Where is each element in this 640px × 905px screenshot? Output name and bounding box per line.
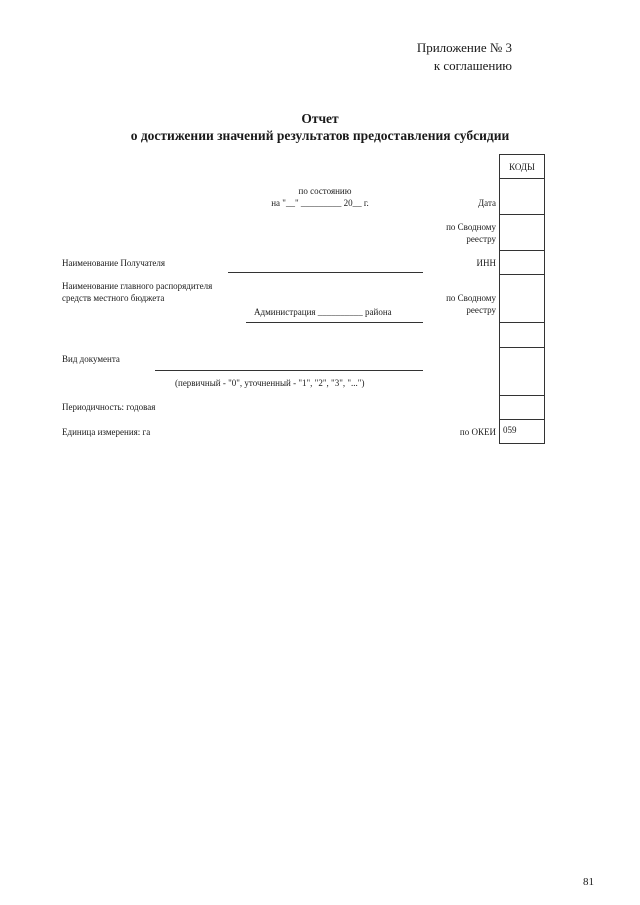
as-of-label: по состоянию: [298, 186, 352, 196]
recipient-input-line[interactable]: [228, 272, 423, 273]
okei-label: по ОКЕИ: [459, 427, 496, 437]
manager-input-line[interactable]: [246, 322, 423, 323]
appendix-title: Приложение № 3: [416, 40, 512, 55]
doc-type-hint: (первичный - "0", уточненный - "1", "2", "3", "..."): [175, 378, 365, 388]
svod-reestr-label-1a: по Сводному: [446, 222, 496, 232]
date-label: Дата: [478, 198, 496, 208]
report-title: Отчет: [301, 111, 339, 126]
recipient-label: Наименование Получателя: [62, 258, 166, 268]
svod-reestr-label-2b: реестру: [466, 305, 496, 315]
doc-type-label: Вид документа: [62, 354, 120, 364]
code-cell-doc-type[interactable]: [500, 348, 544, 396]
code-cell-inn[interactable]: [500, 251, 544, 275]
svod-reestr-label-2a: по Сводному: [446, 293, 496, 303]
code-cell-periodicity[interactable]: [500, 396, 544, 420]
manager-value: Администрация __________ района: [254, 307, 392, 317]
as-of-date: на "__" _________ 20__ г.: [271, 198, 369, 208]
doc-type-input-line[interactable]: [155, 370, 423, 371]
code-cell-empty-1[interactable]: [500, 323, 544, 348]
report-subtitle: о достижении значений результатов предоставления субсидии: [130, 128, 510, 143]
periodicity-text: Периодичность: годовая: [62, 402, 156, 412]
code-cell-date[interactable]: [500, 179, 544, 215]
svod-reestr-label-1b: реестру: [466, 234, 496, 244]
codes-header: КОДЫ: [500, 155, 544, 179]
codes-table: [499, 154, 545, 444]
unit-text: Единица измерения: га: [62, 427, 151, 437]
appendix-subtitle: к соглашению: [433, 58, 512, 73]
manager-label-line2: средств местного бюджета: [62, 293, 165, 303]
page-number: 81: [583, 876, 594, 888]
inn-label: ИНН: [476, 258, 496, 268]
manager-label-line1: Наименование главного распорядителя: [62, 281, 213, 291]
code-cell-okei[interactable]: 059: [503, 425, 517, 435]
code-cell-svod-reestr-1[interactable]: [500, 215, 544, 251]
code-cell-svod-reestr-2[interactable]: [500, 275, 544, 323]
